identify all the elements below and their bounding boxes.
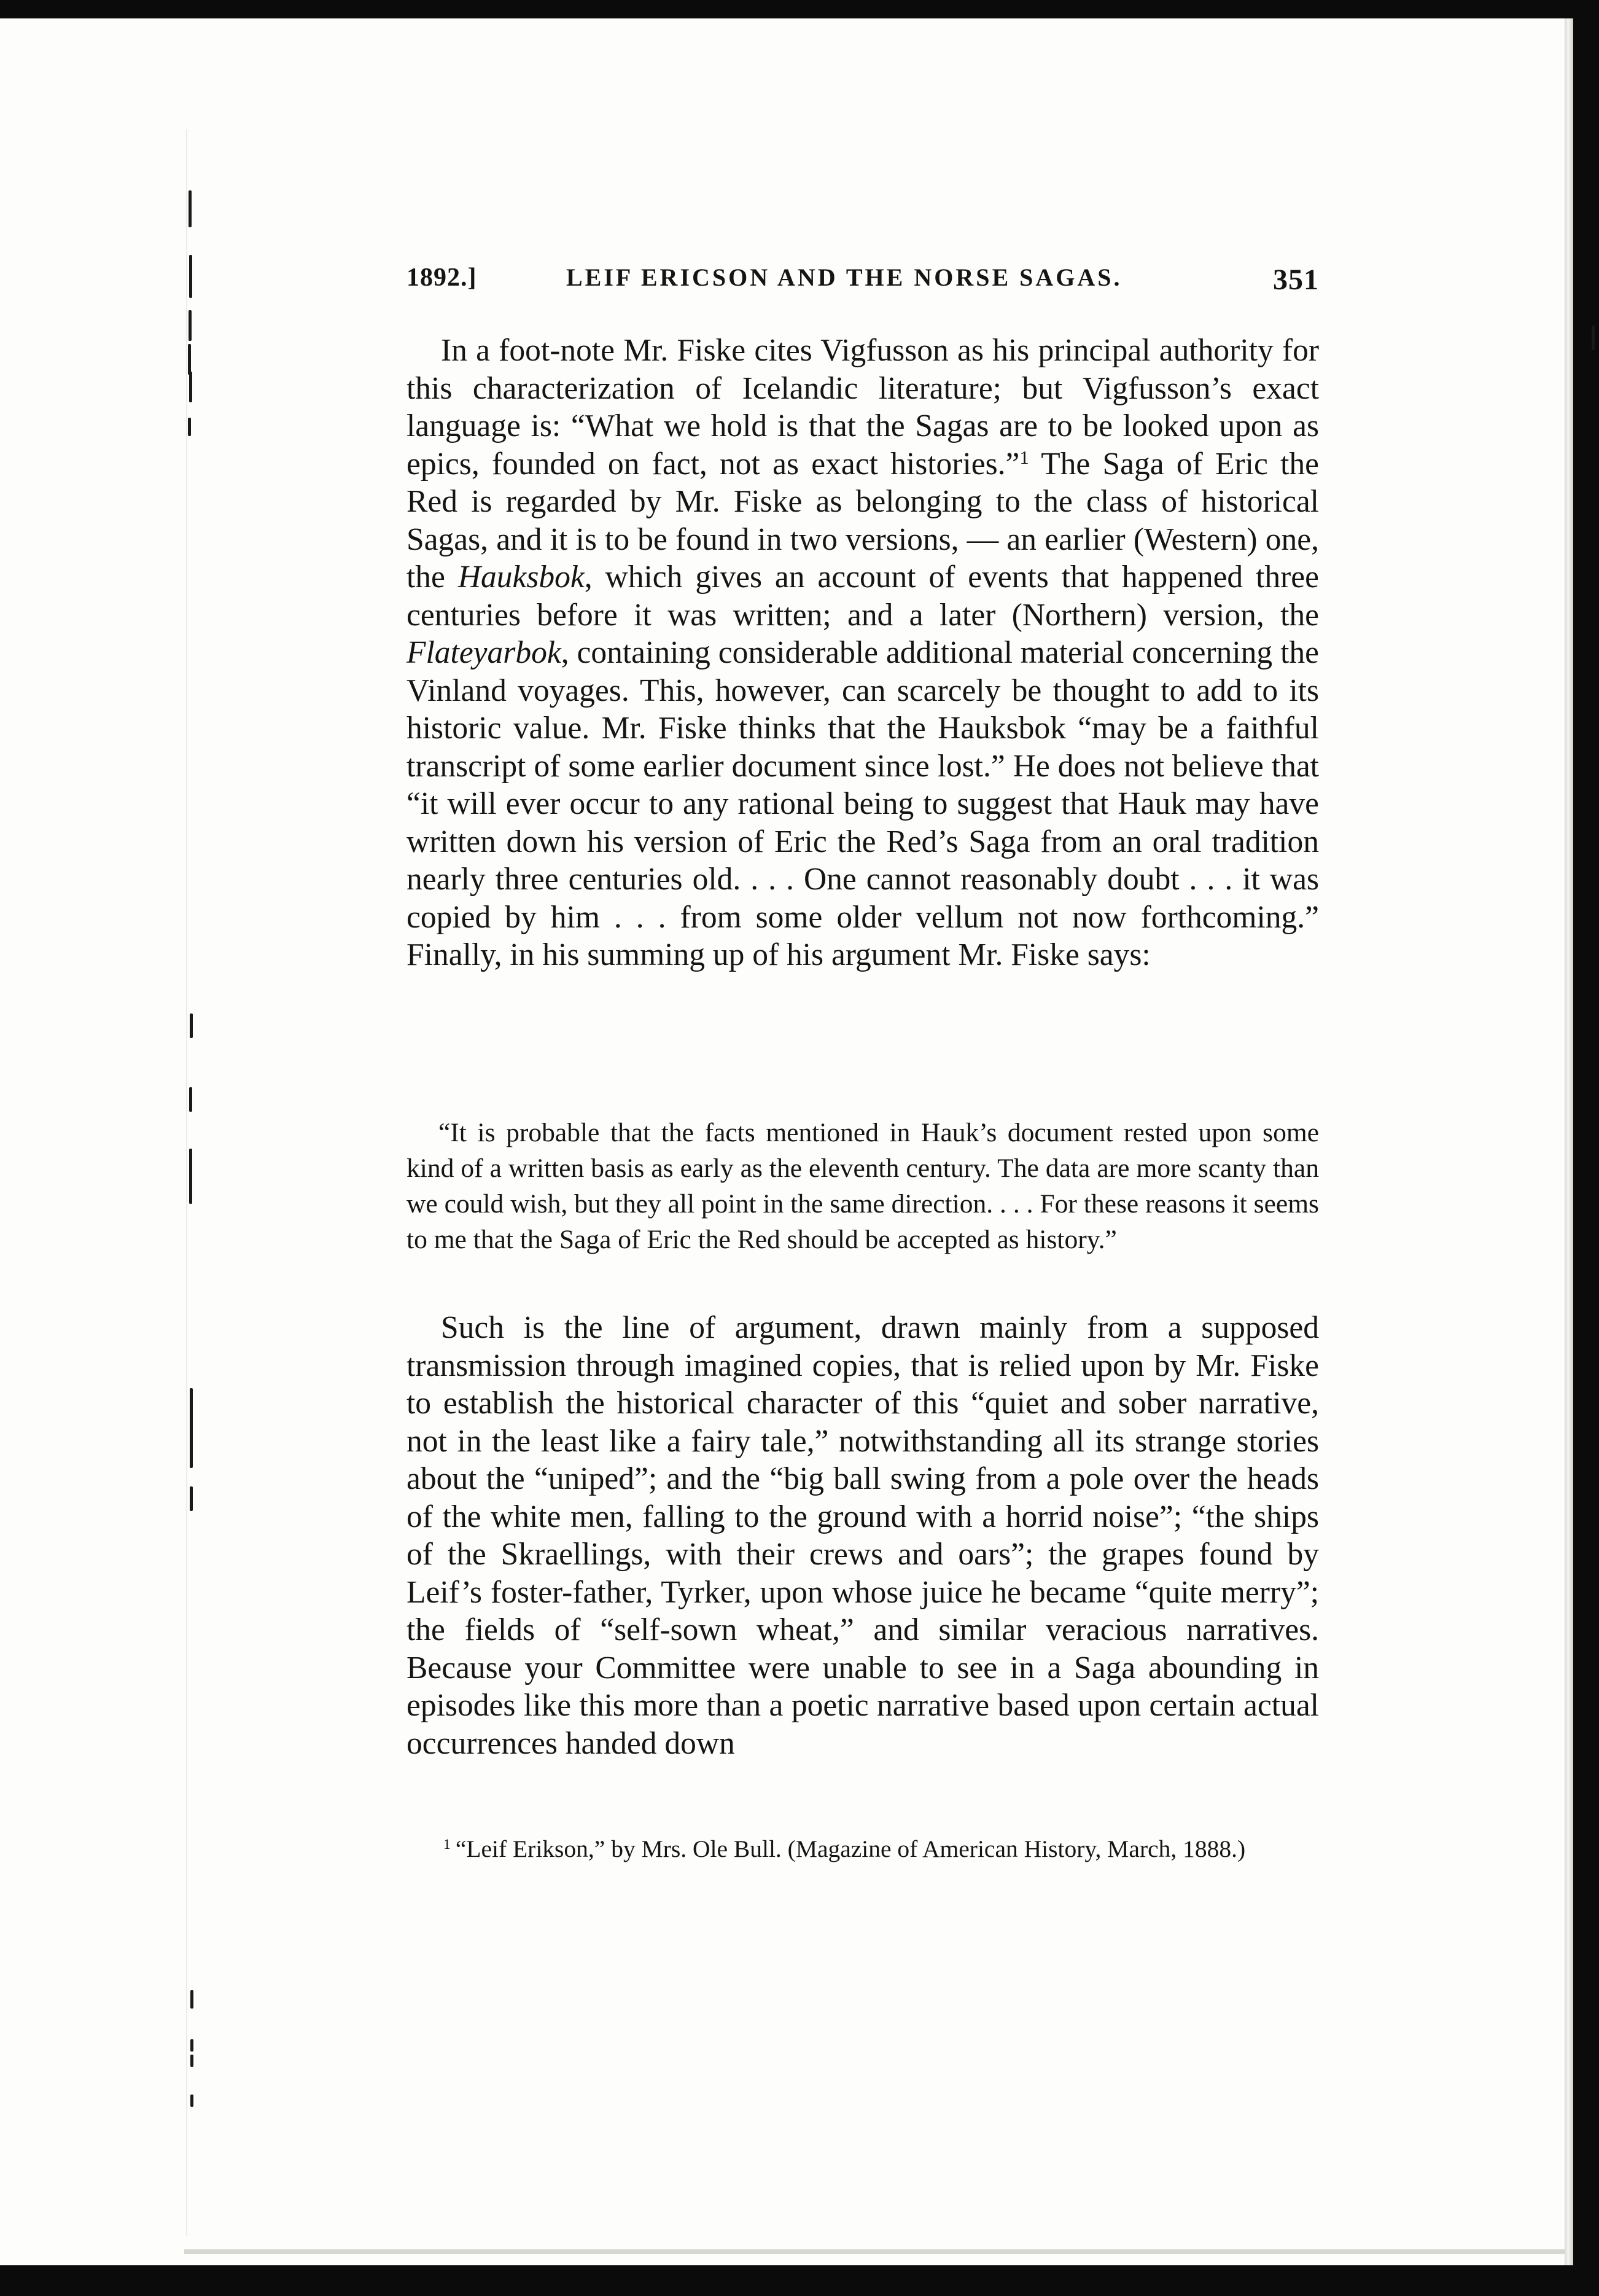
paragraph-1-part-c: , which gives an account of events that happened three centuries before it was written; and a later (Northern) version, the — [407, 560, 1320, 633]
block-quote-text: “It is probable that the facts mentioned in Hauk’s document rested upon some kind of a written basis as early as the eleventh century. The data are more scanty than we could wish, but they all point in the same direction. . . . For these reasons it seems to me that the Saga of Eric the Red should be accepted as history.” — [407, 1118, 1319, 1254]
body-paragraph — [407, 332, 1319, 974]
scan-mark — [190, 1388, 193, 1468]
scan-mark — [188, 418, 191, 436]
scan-mark — [190, 2095, 193, 2107]
scan-mark — [189, 1149, 192, 1204]
page-edge-right — [1565, 18, 1573, 2265]
paragraph-1-part-b: The Saga of Eric the Red is regarded by Mr. Fiske as belonging to the class of historical Sagas, and it is to be found in two versions, — an earlier (Western) one, the — [407, 446, 1319, 595]
footnote-ref: 1 — [1019, 446, 1029, 468]
gutter-line — [186, 129, 187, 2236]
italic-title-hauksbok: Hauksbok — [457, 560, 585, 595]
scan-mark — [188, 344, 191, 375]
scan-mark — [189, 255, 192, 298]
scan-mark — [190, 1013, 193, 1038]
running-title: LEIF ERICSON AND THE NORSE SAGAS. — [566, 264, 1122, 291]
italic-title-flateyarbok: Flateyarbok — [407, 635, 561, 670]
scan-mark — [190, 1486, 193, 1511]
scan-mark — [189, 372, 192, 402]
block-quote — [407, 1115, 1319, 1257]
paragraph-1 — [407, 332, 1319, 974]
scan-mark — [190, 2039, 193, 2052]
scan-mark — [1592, 326, 1595, 350]
paragraph-2: Such is the line of argument, drawn mainly from a supposed transmission through imagined copies, that is relied upon by Mr. Fiske to establish the historical character of this “quiet and sober narrative, not in the least like a fairy tale,” notwithstanding all its strange stories about the “uniped”; and the “big ball swing from a pole over the heads of the white men, falling to the ground with a horrid noise”; “the ships of the Skraellings, with their crews and oars”; the grapes found by Leif’s foster-father, Tyrker, upon whose juice he became “quite merry”; the fields of “self-sown wheat,” and similar veracious narratives. Because your Committee were unable to see in a Saga abounding in episodes like this more than a poetic narrative based upon certain actual occurrences handed down — [407, 1310, 1319, 1761]
scan-mark — [190, 1996, 193, 2009]
page-edge-bottom — [184, 2249, 1565, 2254]
page-number: 351 — [1273, 264, 1319, 296]
body-paragraph — [407, 1309, 1319, 1762]
footnote — [407, 1833, 1319, 1865]
scan-mark — [189, 310, 192, 341]
footnote-text: “Leif Erikson,” by Mrs. Ole Bull. (Magazine of American History, March, 1888.) — [455, 1835, 1246, 1862]
header-year: 1892.] — [407, 264, 477, 292]
paragraph-1-part-d: , containing considerable additional material concerning the Vinland voyages. This, however, can scarcely be thought to add to its historic value. Mr. Fiske thinks that the Hauksbok “may be a faithful transcript of some earlier document since lost.” He does not believe that “it will ever occur to any rational being to suggest that Hauk may have written down his version of Eric the Red’s Saga from an oral tradition nearly three centuries old. . . . One cannot reasonably doubt . . . it was copied by him . . . from some older vellum not now forthcoming.” Finally, in his summing up of his argument Mr. Fiske says: — [407, 635, 1319, 972]
scan-mark — [189, 190, 192, 227]
paragraph-1-part-a: In a foot-note Mr. Fiske cites Vigfusson as his principal authority for this characterization of Icelandic literature; but Vigfusson’s exact language is: “What we hold is that the Sagas are to be looked upon as epics, founded on fact, not as exact histories.” — [407, 333, 1319, 482]
running-header — [407, 263, 1319, 300]
footnote-line — [407, 1833, 1319, 1865]
scan-mark — [189, 1087, 192, 1112]
scan-mark — [190, 2055, 193, 2067]
footnote-marker: 1 — [443, 1836, 451, 1853]
